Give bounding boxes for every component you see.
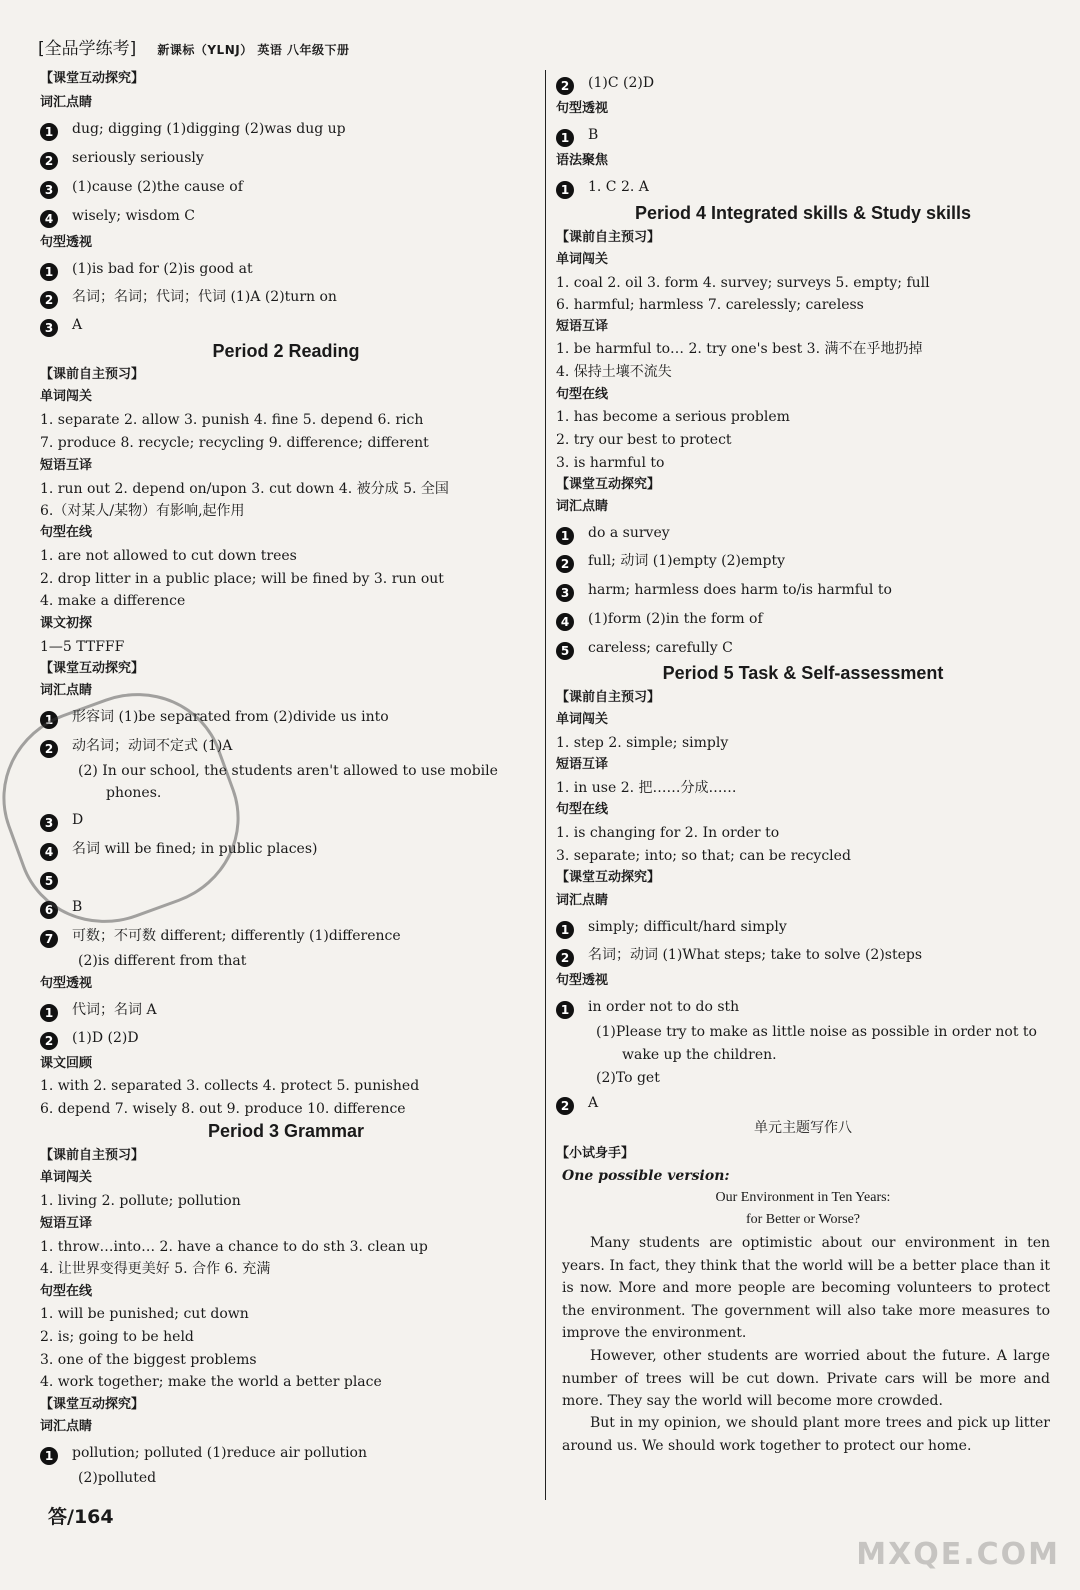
answer-line: (2) In our school, the students aren't allowed to use mobile — [78, 763, 498, 779]
answer-text: (1)is bad for (2)is good at — [72, 261, 253, 277]
item-number-badge: 5 — [40, 872, 58, 890]
answer-text: 可数；不可数 different; differently (1)difference — [72, 928, 401, 944]
answer-line: 1. run out 2. depend on/upon 3. cut down 4. 被分成 5. 全国 — [40, 481, 449, 497]
answer-line: 1. are not allowed to cut down trees — [40, 548, 297, 564]
answer-item — [40, 118, 532, 141]
answer-line: (2)is different from that — [78, 953, 247, 969]
answer-text: seriously seriously — [72, 150, 204, 166]
answer-line: 4. 保持土壤不流失 — [556, 364, 672, 380]
answer-line: 1. will be punished; cut down — [40, 1306, 249, 1322]
answer-text: B — [588, 127, 599, 143]
answer-item — [40, 258, 532, 281]
answer-line: 1. living 2. pollute; pollution — [40, 1193, 241, 1209]
answer-item — [556, 522, 1050, 545]
answer-text: pollution; polluted (1)reduce air pollution — [72, 1445, 368, 1461]
subsection-header: 句型在线 — [556, 802, 609, 817]
answer-line: 6.（对某人/某物）有影响,起作用 — [40, 503, 245, 519]
item-number-badge: 6 — [40, 901, 58, 919]
answer-text: harm; harmless does harm to/is harmful to — [588, 582, 892, 598]
subsection-header: 课文初探 — [40, 616, 93, 631]
answer-line: (2)To get — [596, 1070, 660, 1086]
book-brand: [全品学练考] — [38, 39, 137, 59]
answer-item — [556, 637, 1050, 660]
answer-item — [40, 999, 532, 1022]
answer-line: 1. step 2. simple; simply — [556, 735, 729, 751]
answer-line: 1. be harmful to… 2. try one's best 3. 满不在乎地扔掉 — [556, 341, 923, 357]
answer-text: A — [72, 317, 83, 333]
answer-text: 名词；动词 (1)What steps; take to solve (2)steps — [588, 947, 923, 963]
item-number-badge: 2 — [40, 740, 58, 758]
period-heading: Period 2 Reading — [212, 341, 360, 361]
item-number-badge: 1 — [556, 921, 574, 939]
answer-line: 2. try our best to protect — [556, 432, 732, 448]
answer-item — [556, 1092, 1050, 1115]
item-number-badge: 1 — [556, 527, 574, 545]
item-number-badge: 2 — [556, 77, 574, 95]
answer-line: 2. drop litter in a public place; will be fined by 3. run out — [40, 571, 444, 587]
answer-text: dug; digging (1)digging (2)was dug up — [72, 121, 346, 137]
item-number-badge: 5 — [556, 642, 574, 660]
answer-text: A — [588, 1095, 599, 1111]
answer-line: 4. work together; make the world a better place — [40, 1374, 382, 1390]
section-header: 【课前自主预习】 — [556, 230, 661, 245]
item-number-badge: 1 — [556, 1001, 574, 1019]
watermark: MXQE.COM — [856, 1537, 1060, 1572]
item-number-badge: 7 — [40, 930, 58, 948]
answer-text: (1)C (2)D — [588, 75, 655, 91]
answer-text: in order not to do sth — [588, 999, 740, 1015]
answer-line: (2)polluted — [78, 1470, 157, 1486]
answer-line: 2. is; going to be held — [40, 1329, 194, 1345]
answer-text: (1)form (2)in the form of — [588, 611, 763, 627]
subsection-header: 句型透视 — [40, 976, 93, 991]
answer-line: phones. — [106, 785, 162, 801]
subsection-header: 词汇点睛 — [40, 683, 93, 698]
answer-line: 1. is changing for 2. In order to — [556, 825, 780, 841]
answer-text: 1. C 2. A — [588, 179, 649, 195]
answer-item — [40, 1442, 532, 1465]
subsection-header: 语法聚焦 — [556, 153, 609, 168]
period-heading: Period 5 Task & Self-assessment — [662, 663, 944, 683]
answer-text: careless; carefully C — [588, 640, 733, 656]
answer-line: 7. produce 8. recycle; recycling 9. difference; different — [40, 435, 429, 451]
answer-item — [40, 205, 532, 228]
answer-text: D — [72, 812, 84, 828]
answer-item — [40, 1027, 532, 1050]
essay-title: Our Environment in Ten Years: — [715, 1190, 891, 1205]
answer-item — [556, 608, 1050, 631]
answer-item — [40, 314, 532, 337]
item-number-badge: 3 — [40, 319, 58, 337]
answer-text: 名词；名词；代词；代词 (1)A (2)turn on — [72, 289, 337, 305]
answer-text: 代词；名词 A — [72, 1002, 157, 1018]
section-header: 【课堂互动探究】 — [556, 870, 661, 885]
answer-text: do a survey — [588, 525, 670, 541]
section-header: 【课前自主预习】 — [40, 367, 145, 382]
section-header: 【课堂互动探究】 — [40, 661, 145, 676]
answer-item — [556, 72, 1050, 95]
answer-line: 4. make a difference — [40, 593, 186, 609]
column-divider — [545, 70, 546, 1500]
item-number-badge: 3 — [40, 814, 58, 832]
answer-item — [556, 124, 1050, 147]
answer-line: 1. separate 2. allow 3. punish 4. fine 5. depend 6. rich — [40, 412, 424, 428]
item-number-badge: 1 — [40, 123, 58, 141]
answer-line: 3. is harmful to — [556, 455, 665, 471]
subsection-header: 句型在线 — [40, 1284, 93, 1299]
subsection-header: 单词闯关 — [40, 1170, 93, 1185]
item-number-badge: 3 — [556, 584, 574, 602]
item-number-badge: 1 — [40, 1447, 58, 1465]
subsection-header: 句型在线 — [556, 387, 609, 402]
subsection-header: 句型透视 — [556, 101, 609, 116]
section-header: 【小试身手】 — [556, 1146, 635, 1161]
subsection-header: 词汇点睛 — [556, 499, 609, 514]
answer-line: 4. 让世界变得更美好 5. 合作 6. 充满 — [40, 1261, 271, 1277]
item-number-badge: 2 — [556, 1097, 574, 1115]
answer-line: 1—5 TTFFF — [40, 639, 125, 655]
answer-line: 1. throw…into… 2. have a chance to do sth 3. clean up — [40, 1239, 428, 1255]
subsection-header: 短语互译 — [40, 458, 93, 473]
section-header: 【课前自主预习】 — [40, 1148, 145, 1163]
subsection-header: 课文回顾 — [40, 1056, 93, 1071]
answer-text: 形容词 (1)be separated from (2)divide us into — [72, 709, 389, 725]
answer-line: 6. depend 7. wisely 8. out 9. produce 10. difference — [40, 1101, 406, 1117]
period-heading: Period 4 Integrated skills & Study skills — [634, 203, 972, 223]
book-subtitle: 新课标（YLNJ） 英语 八年级下册 — [157, 43, 350, 57]
section-header: 【课前自主预习】 — [556, 690, 661, 705]
subsection-header: 短语互译 — [556, 319, 609, 334]
answer-line: 1. has become a serious problem — [556, 409, 790, 425]
subsection-header: 短语互译 — [556, 757, 609, 772]
subsection-header: 短语互译 — [40, 1216, 93, 1231]
item-number-badge: 4 — [40, 843, 58, 861]
subsection-header: 单词闯关 — [40, 389, 93, 404]
answer-line: 3. one of the biggest problems — [40, 1352, 257, 1368]
subsection-header: 单词闯关 — [556, 252, 609, 267]
item-number-badge: 2 — [556, 949, 574, 967]
answer-item — [556, 996, 1050, 1019]
essay-paragraph: However, other students are worried about the future. A large number of trees will be cut down. Private cars will be more and more. They say the world will become more crowded. — [562, 1348, 1050, 1409]
item-number-badge: 3 — [40, 181, 58, 199]
page-number: 答/164 — [48, 1506, 114, 1528]
item-number-badge: 1 — [556, 129, 574, 147]
answer-item — [40, 925, 532, 948]
subsection-header: 词汇点睛 — [40, 95, 93, 110]
answer-item — [556, 944, 1050, 967]
answer-item — [40, 176, 532, 199]
answer-line: 6. harmful; harmless 7. carelessly; careless — [556, 297, 864, 313]
period-heading: Period 3 Grammar — [207, 1121, 365, 1141]
item-number-badge: 4 — [40, 210, 58, 228]
version-label: One possible version: — [562, 1168, 730, 1184]
subsection-header: 句型在线 — [40, 525, 93, 540]
section-header: 【课堂互动探究】 — [40, 71, 145, 86]
subsection-header: 词汇点睛 — [556, 893, 609, 908]
section-header: 【课堂互动探究】 — [556, 477, 661, 492]
subsection-header: 句型透视 — [40, 235, 93, 250]
answer-text: (1)cause (2)the cause of — [72, 179, 243, 195]
answer-line: (1)Please try to make as little noise as possible in order not to — [596, 1024, 1037, 1040]
essay-title: 单元主题写作八 — [754, 1121, 852, 1136]
answer-item — [556, 579, 1050, 602]
answer-item — [40, 147, 532, 170]
page-header — [38, 34, 598, 64]
answer-line: 1. in use 2. 把……分成…… — [556, 780, 737, 796]
answer-text: 动名词；动词不定式 (1)A — [72, 738, 233, 754]
answer-text: wisely; wisdom C — [72, 208, 195, 224]
answer-line: 3. separate; into; so that; can be recycled — [556, 848, 851, 864]
answer-item — [556, 916, 1050, 939]
answer-line: 1. with 2. separated 3. collects 4. protect 5. punished — [40, 1078, 420, 1094]
answer-text: (1)D (2)D — [72, 1030, 139, 1046]
answer-text: simply; difficult/hard simply — [588, 919, 787, 935]
answer-item — [556, 176, 1050, 199]
item-number-badge: 1 — [40, 711, 58, 729]
subsection-header: 句型透视 — [556, 973, 609, 988]
item-number-badge: 1 — [40, 1004, 58, 1022]
subsection-header: 词汇点睛 — [40, 1419, 93, 1434]
essay-paragraph: Many students are optimistic about our environment in ten years. In fact, they think that the world will be a better place than it is now. More and more people are becoming volunteers to protect the environment. The government will also take more measures to improve the environment. — [562, 1235, 1050, 1341]
answer-item — [40, 286, 532, 309]
answer-line: wake up the children. — [622, 1047, 777, 1063]
answer-text: B — [72, 899, 83, 915]
answer-text: full; 动词 (1)empty (2)empty — [588, 553, 785, 569]
essay-title: for Better or Worse? — [745, 1212, 861, 1227]
item-number-badge: 1 — [40, 263, 58, 281]
answer-text: 名词 will be fined; in public places) — [72, 841, 318, 857]
section-header: 【课堂互动探究】 — [40, 1397, 145, 1412]
item-number-badge: 2 — [40, 291, 58, 309]
item-number-badge: 1 — [556, 181, 574, 199]
answer-line: 1. coal 2. oil 3. form 4. survey; surveys 5. empty; full — [556, 275, 930, 291]
item-number-badge: 2 — [40, 1032, 58, 1050]
essay-paragraph: But in my opinion, we should plant more trees and pick up litter around us. We should work together to protect our home. — [562, 1415, 1050, 1454]
item-number-badge: 2 — [40, 152, 58, 170]
answer-item — [556, 550, 1050, 573]
item-number-badge: 2 — [556, 555, 574, 573]
subsection-header: 单词闯关 — [556, 712, 609, 727]
item-number-badge: 4 — [556, 613, 574, 631]
